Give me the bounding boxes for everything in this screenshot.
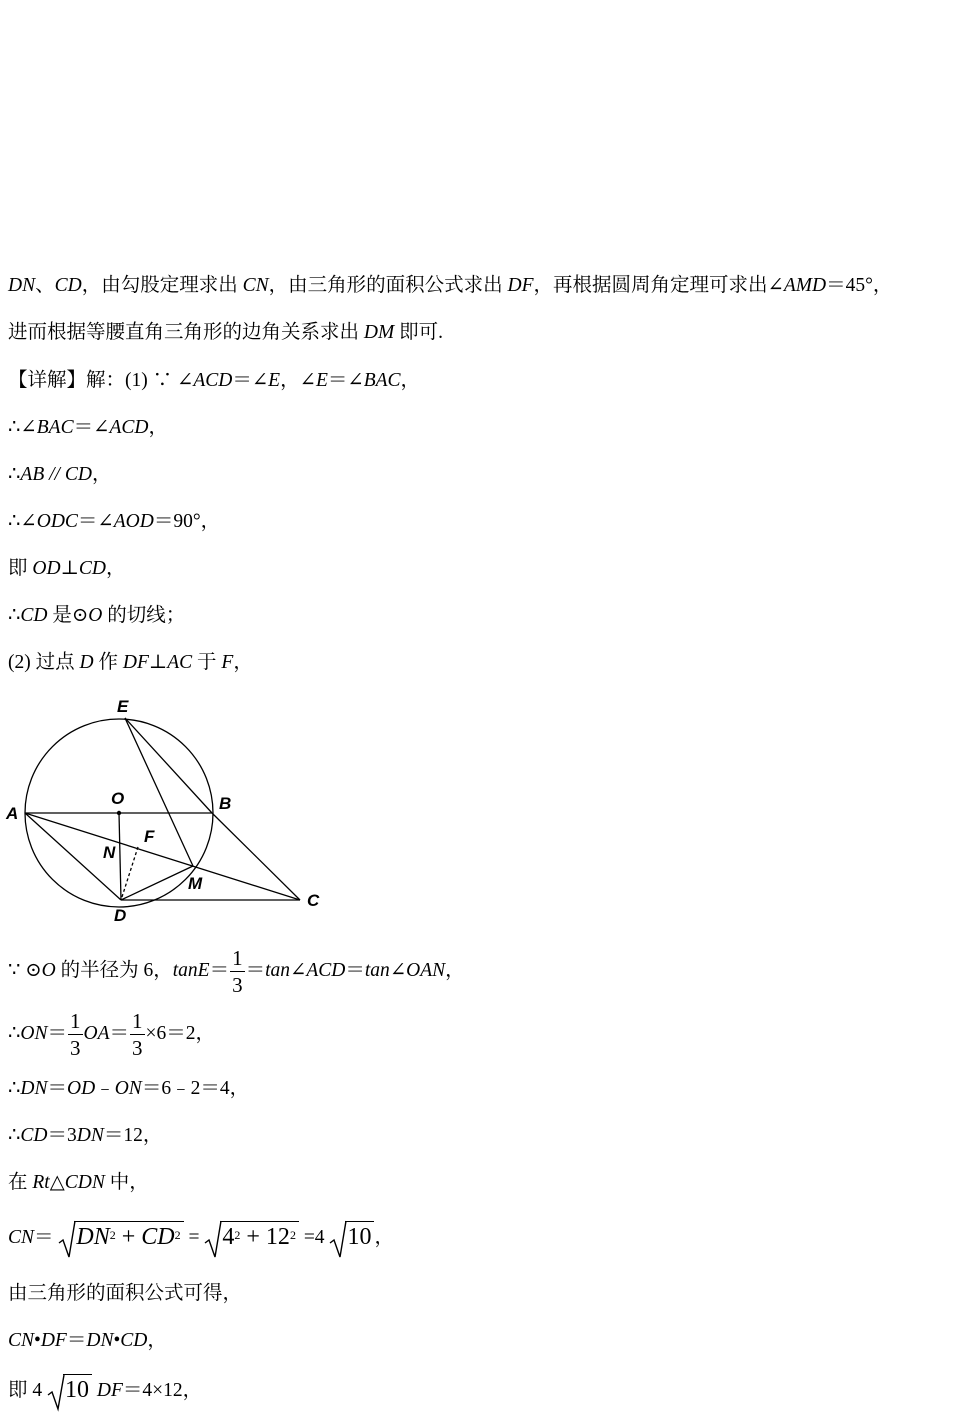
exponent: 2 [109, 1227, 116, 1242]
text: ，再根据圆周角定理可求出∠ [533, 275, 784, 296]
text-line-8 [8, 604, 185, 628]
text: ＝4×12， [122, 1380, 203, 1401]
text: =4 [298, 1227, 325, 1248]
text: CN [8, 1227, 35, 1248]
text: ， [400, 370, 421, 391]
text: ∴ [8, 1078, 21, 1099]
text: • [113, 1330, 121, 1351]
text: △ [49, 1172, 65, 1193]
segment-od [119, 813, 121, 900]
text: ⊥ [60, 558, 79, 579]
text: ×6＝2， [145, 1023, 216, 1044]
fraction-numerator: 1 [132, 1009, 143, 1034]
text: ∴ [8, 464, 21, 485]
text: ＝∠ [232, 370, 269, 391]
text: DN [76, 1223, 110, 1250]
text: ， [233, 652, 253, 673]
text: ∵ ⊙ [8, 960, 42, 981]
text: = [183, 1227, 205, 1248]
text: OD [67, 1078, 96, 1099]
text: O [41, 960, 56, 981]
text-line-18 [8, 1372, 202, 1411]
text: DF [122, 652, 149, 673]
text: ＝ [47, 1023, 68, 1044]
text: CN [242, 275, 269, 296]
label-c: C [307, 891, 320, 910]
exponent: 2 [174, 1227, 181, 1242]
radical-sign [329, 1219, 347, 1259]
text-line-6 [8, 510, 220, 534]
text: ∠ [290, 960, 307, 981]
text: E [268, 370, 281, 391]
text: ∴ [8, 1125, 21, 1146]
segment-eb [125, 718, 212, 813]
point-o [117, 811, 121, 815]
text-line-10 [8, 942, 465, 1000]
text: ∴ [8, 605, 21, 626]
text: • [34, 1330, 41, 1351]
text: CD [20, 1125, 48, 1146]
text: ＝∠ [73, 417, 110, 438]
text: ，∠ [280, 370, 316, 391]
text: 作 [93, 652, 123, 673]
text-line-4 [8, 416, 168, 440]
text: 、 [35, 275, 55, 296]
text: ON [20, 1023, 48, 1044]
text: Rt [32, 1172, 50, 1193]
text: 的切线； [102, 605, 186, 626]
label-n: N [103, 843, 116, 862]
text: ＝ [47, 1078, 68, 1099]
text-line-15 [8, 1218, 394, 1259]
text: ＝ [345, 960, 365, 981]
text: AOD [113, 511, 154, 532]
text: DN [86, 1330, 114, 1351]
text-line-3 [8, 369, 420, 393]
text-line-14 [8, 1171, 149, 1195]
label-o: O [111, 789, 125, 808]
text: ， [445, 960, 465, 981]
text: BAC [36, 417, 74, 438]
text: ，由三角形的面积公式求出 [268, 275, 508, 296]
label-d: D [114, 906, 127, 925]
text: CD [64, 464, 92, 485]
text: CD [141, 1223, 175, 1250]
text: E [315, 370, 328, 391]
text: ＝3 [47, 1125, 77, 1146]
text-line-1 [8, 274, 892, 298]
text: ， [147, 1330, 167, 1351]
exponent: 2 [234, 1227, 241, 1242]
fraction-denominator: 3 [232, 973, 243, 998]
radical [58, 1219, 183, 1259]
text: ＝90°， [153, 511, 221, 532]
text: (2) 过点 [8, 652, 80, 673]
text: 中， [104, 1172, 149, 1193]
text: ∴∠ [8, 511, 37, 532]
text: ON [114, 1078, 142, 1099]
radical-sign [204, 1219, 222, 1259]
text: ＝6﹣2＝4， [141, 1078, 250, 1099]
text-line-7 [8, 557, 126, 581]
fraction [130, 1008, 145, 1061]
text: 于 [192, 652, 222, 673]
radicand [74, 1221, 183, 1252]
label-e: E [117, 697, 129, 716]
text: AMD [783, 275, 827, 296]
text: 4 [222, 1223, 235, 1250]
text: DF [507, 275, 534, 296]
text: ＝∠ [327, 370, 364, 391]
text: CDN [64, 1172, 105, 1193]
text: F [221, 652, 234, 673]
text: CD [120, 1330, 148, 1351]
radical-sign [58, 1219, 76, 1259]
text-line-9 [8, 651, 253, 675]
text: 即 [8, 558, 33, 579]
radicand: 10 [63, 1374, 92, 1405]
label-b: B [219, 794, 232, 813]
text: ，由勾股定理求出 [81, 275, 243, 296]
text: 在 [8, 1172, 33, 1193]
fraction-numerator: 1 [232, 946, 243, 971]
text: 即可. [394, 322, 443, 343]
text: DM [363, 322, 395, 343]
text: ACD [193, 370, 233, 391]
text: ＝ [209, 960, 230, 981]
text: ∴∠ [8, 417, 37, 438]
text: 的半径为 6， [55, 960, 173, 981]
label-f: F [144, 827, 155, 846]
fraction-numerator: 1 [70, 1009, 81, 1034]
text: ＝ [34, 1227, 54, 1248]
label-m: M [188, 874, 203, 893]
segment-em [125, 718, 193, 866]
exponent: 2 [289, 1227, 296, 1242]
text-line-5 [8, 463, 111, 487]
radical-sign [47, 1373, 65, 1411]
text: tan [364, 960, 390, 981]
text: DN [20, 1078, 48, 1099]
fraction-denominator: 3 [132, 1036, 143, 1061]
text: ＝ [66, 1330, 87, 1351]
text: AB [20, 464, 45, 485]
text: ＝ [109, 1023, 130, 1044]
geometry-figure [0, 692, 340, 932]
text: ， [91, 464, 112, 485]
text: OAN [406, 960, 446, 981]
text: ＝45°， [826, 275, 893, 296]
text: D [79, 652, 94, 673]
segment-df-dashed [121, 847, 138, 900]
text: tanE [172, 960, 210, 981]
text-line-12 [8, 1077, 249, 1101]
text: DN [8, 275, 36, 296]
text: ACD [306, 960, 346, 981]
label-a: A [6, 804, 19, 823]
text: ⊥ [148, 652, 168, 673]
text: tan [265, 960, 291, 981]
radicand: 10 [345, 1221, 374, 1252]
text: DF [92, 1380, 123, 1401]
radical [47, 1373, 92, 1411]
text: // [44, 464, 65, 485]
text: ﹣ [95, 1078, 115, 1099]
text: ， [148, 417, 168, 438]
text: OA [83, 1023, 110, 1044]
radical [329, 1219, 374, 1259]
fraction [230, 945, 245, 998]
text: 即 4 [8, 1380, 43, 1401]
text-line-2 [8, 321, 443, 345]
text-line-11 [8, 1005, 215, 1063]
segment-ac [25, 813, 300, 900]
text: BAC [363, 370, 401, 391]
text: ∴ [8, 1023, 21, 1044]
text-line-13 [8, 1124, 162, 1148]
radicand [220, 1221, 299, 1252]
text: 是⊙ [47, 605, 89, 626]
text: 【详解】解：(1) ∵ ∠ [8, 370, 194, 391]
text: + 12 [240, 1223, 290, 1250]
text: OD [32, 558, 61, 579]
text: ， [106, 558, 126, 579]
text: CD [20, 605, 48, 626]
text: ∠ [389, 960, 407, 981]
text: ODC [36, 511, 78, 532]
text: ＝12， [103, 1125, 163, 1146]
text: ， [374, 1227, 394, 1248]
text: DN [76, 1125, 104, 1146]
text: DF [40, 1330, 67, 1351]
text-line-17 [8, 1329, 167, 1353]
text: CD [78, 558, 106, 579]
text: ＝ [245, 960, 266, 981]
text: 由三角形的面积公式可得， [8, 1283, 243, 1304]
segment-bc [212, 813, 300, 900]
text: 进而根据等腰直角三角形的边角关系求出 [8, 322, 364, 343]
text: + [115, 1223, 142, 1250]
text: AC [167, 652, 193, 673]
text: ＝∠ [77, 511, 114, 532]
fraction-denominator: 3 [70, 1036, 81, 1061]
text: O [88, 605, 103, 626]
radical [204, 1219, 299, 1259]
fraction [68, 1008, 83, 1061]
text: ACD [109, 417, 149, 438]
text: CD [54, 275, 82, 296]
text: CN [8, 1330, 35, 1351]
text-line-16 [8, 1282, 242, 1306]
